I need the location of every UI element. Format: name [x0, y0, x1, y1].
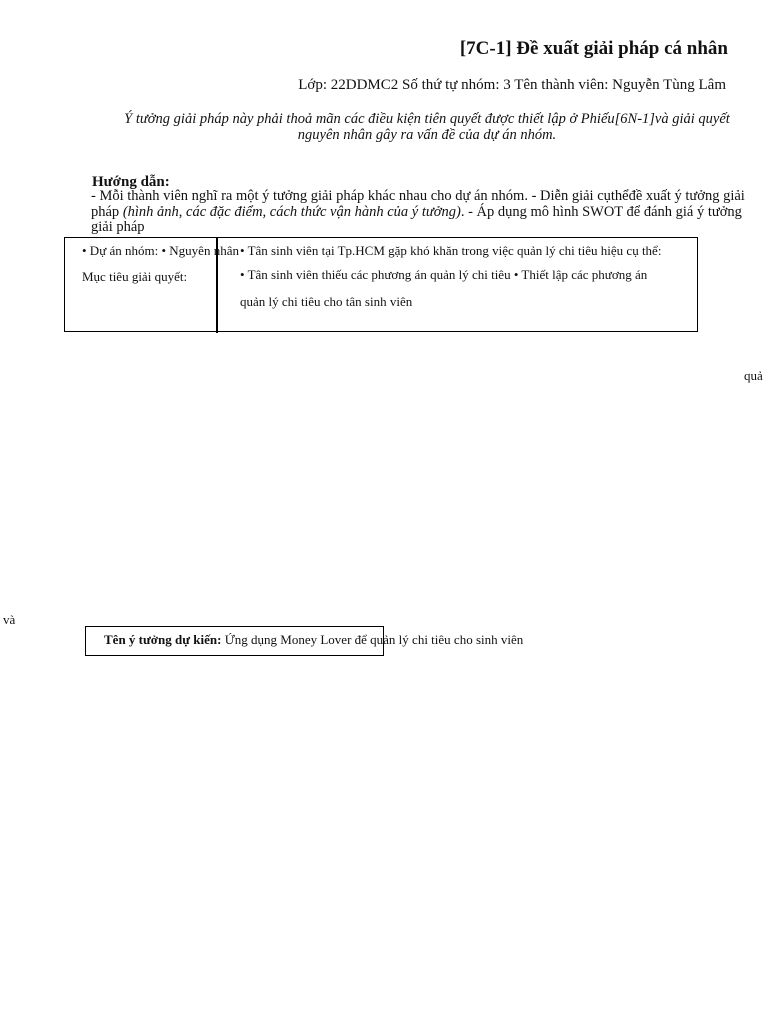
- guide-body: [91, 189, 753, 236]
- class-member-line: Lớp: 22DDMC2 Số thứ tự nhóm: 3 Tên thành viên: Nguyễn Tùng Lâm: [298, 77, 726, 93]
- guide-text-1: - Mỗi thành viên nghĩ ra một ý tưởng giải pháp khác nhau cho dự án nhóm. - Diễn giải cụthểđề xuất ý tưởng giải pháp: [91, 188, 745, 220]
- idea-name-label: Tên ý tưởng dự kiến:: [104, 632, 222, 647]
- guide-text-3: . - Áp dụng mô hình SWOT để đánh giá ý tưởng giải pháp: [91, 203, 742, 235]
- prerequisite-note: Ý tưởng giải pháp này phải thoả mãn các điều kiện tiên quyết được thiết lập ở Phiếu[6N-1]và giải quyết nguyên nhân gây ra vấn đề của dự án nhóm.: [124, 111, 730, 143]
- table-right-line2: • Tân sinh viên thiếu các phương án quản lý chi tiêu • Thiết lập các phương án: [240, 267, 648, 282]
- page-title: [7C-1] Đề xuất giải pháp cá nhân: [459, 38, 728, 59]
- table-right-line3: quản lý chi tiêu cho tân sinh viên: [240, 294, 413, 309]
- overflow-text-left: và: [3, 612, 16, 627]
- guide-text-italic: (hình ảnh, các đặc điểm, cách thức vận hành của ý tưởng): [122, 203, 461, 220]
- table-right-line1: • Tân sinh viên tại Tp.HCM gặp khó khăn trong việc quản lý chi tiêu hiệu cụ thể:: [240, 243, 662, 258]
- guide-heading: Hướng dẫn:: [92, 174, 170, 190]
- idea-name-value: Ứng dụng Money Lover để quản lý chi tiêu cho sinh viên: [221, 632, 524, 647]
- overflow-text-right: quả: [744, 368, 763, 383]
- table-left-line2: Mục tiêu giải quyết:: [82, 269, 188, 284]
- table-left-line1: • Dự án nhóm: • Nguyên nhân: [82, 243, 239, 258]
- idea-name-line: [104, 632, 523, 648]
